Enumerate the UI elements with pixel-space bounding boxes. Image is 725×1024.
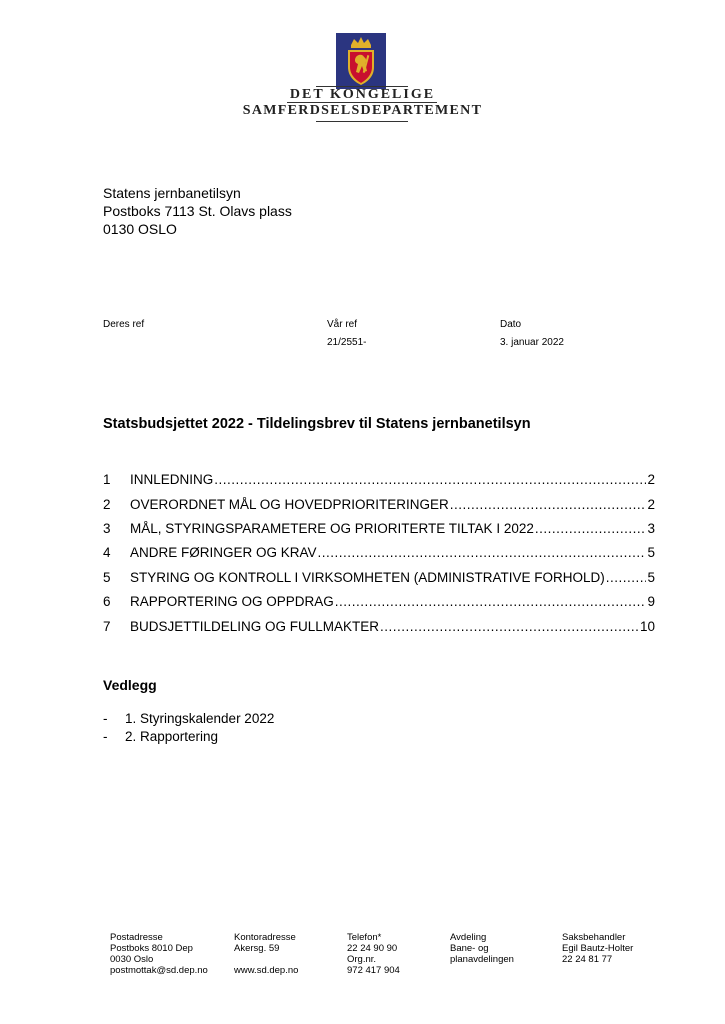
footer-label: Kontoradresse: [234, 932, 296, 943]
dato-label: Dato: [500, 319, 522, 330]
footer-saksbehandler: [562, 932, 633, 965]
footer-email[interactable]: postmottak@sd.dep.no: [110, 965, 208, 976]
toc-number: 3: [103, 521, 111, 536]
toc-entry[interactable]: [103, 521, 655, 539]
toc-title: MÅL, STYRINGSPARAMETERE OG PRIORITERTE TILTAK I 2022: [130, 521, 534, 536]
coat-of-arms-logo: [336, 33, 386, 89]
toc-leader: [535, 521, 647, 536]
toc-leader: [450, 497, 647, 512]
recipient-postbox: Postboks 7113 St. Olavs plass: [103, 203, 292, 219]
footer-value: 22 24 90 90: [347, 943, 398, 954]
footer-telefon: [347, 932, 400, 976]
toc-leader: [606, 570, 647, 585]
attachments-heading: Vedlegg: [103, 677, 157, 693]
footer-value: Bane- og: [450, 943, 489, 954]
toc-entry[interactable]: [103, 472, 655, 490]
toc-page: 2: [647, 497, 655, 512]
toc-page: 5: [647, 545, 655, 560]
header-rule-bottom: [316, 121, 408, 122]
attachment-item: [103, 711, 274, 726]
footer-value: planavdelingen: [450, 954, 514, 965]
toc-title: RAPPORTERING OG OPPDRAG: [130, 594, 334, 609]
department-name-line2: SAMFERDSELSDEPARTEMENT: [242, 103, 483, 118]
list-dash: -: [103, 729, 108, 744]
toc-entry[interactable]: [103, 619, 655, 637]
attachment-item: [103, 729, 218, 744]
toc-entry[interactable]: [103, 594, 655, 612]
toc-leader: [335, 594, 647, 609]
var-ref-value: 21/2551-: [327, 337, 367, 348]
footer-value: [234, 954, 298, 965]
footer-avdeling: [450, 932, 514, 965]
footer-kontoradresse: [234, 932, 298, 976]
toc-title: INNLEDNING: [130, 472, 214, 487]
footer-value: Egil Bautz-Holter: [562, 943, 634, 954]
attachment-text: 1. Styringskalender 2022: [125, 711, 275, 726]
toc-leader: [214, 472, 646, 487]
toc-number: 4: [103, 545, 111, 560]
toc-number: 6: [103, 594, 111, 609]
footer-value: 22 24 81 77: [562, 954, 613, 965]
toc-leader: [318, 545, 647, 560]
footer-label: Org.nr.: [347, 954, 377, 965]
list-dash: -: [103, 711, 108, 726]
toc-page: 10: [639, 619, 655, 634]
toc-title: OVERORDNET MÅL OG HOVEDPRIORITERINGER: [130, 497, 449, 512]
toc-page: 9: [647, 594, 655, 609]
toc-page: 3: [647, 521, 655, 536]
recipient-name: Statens jernbanetilsyn: [103, 185, 241, 201]
toc-page: 5: [647, 570, 655, 585]
footer-label: Postadresse: [110, 932, 163, 943]
footer-value: Postboks 8010 Dep: [110, 943, 193, 954]
deres-ref-label: Deres ref: [103, 319, 145, 330]
toc-entry[interactable]: [103, 570, 655, 588]
letter-subject: Statsbudsjettet 2022 - Tildelingsbrev til Statens jernbanetilsyn: [103, 416, 531, 432]
toc-entry[interactable]: [103, 497, 655, 515]
var-ref-label: Vår ref: [327, 319, 358, 330]
footer-label: Saksbehandler: [562, 932, 626, 943]
attachment-text: 2. Rapportering: [125, 729, 219, 744]
department-name-line1: DET KONGELIGE: [289, 87, 436, 102]
toc-number: 2: [103, 497, 111, 512]
footer-value: Akersg. 59: [234, 943, 280, 954]
footer-postadresse: [110, 932, 208, 976]
recipient-postcode: 0130 OSLO: [103, 221, 177, 237]
toc-number: 7: [103, 619, 111, 634]
footer-label: Avdeling: [450, 932, 487, 943]
toc-title: STYRING OG KONTROLL I VIRKSOMHETEN (ADMINISTRATIVE FORHOLD): [130, 570, 605, 585]
toc-entry[interactable]: [103, 545, 655, 563]
toc-leader: [380, 619, 639, 634]
footer-value: 0030 Oslo: [110, 954, 154, 965]
footer-label: Telefon*: [347, 932, 382, 943]
toc-title: ANDRE FØRINGER OG KRAV: [130, 545, 317, 560]
toc-page: 2: [647, 472, 655, 487]
dato-value: 3. januar 2022: [500, 337, 564, 348]
footer-value: 972 417 904: [347, 965, 400, 976]
toc-number: 5: [103, 570, 111, 585]
toc-number: 1: [103, 472, 111, 487]
toc-title: BUDSJETTILDELING OG FULLMAKTER: [130, 619, 380, 634]
footer-website[interactable]: www.sd.dep.no: [234, 965, 299, 976]
